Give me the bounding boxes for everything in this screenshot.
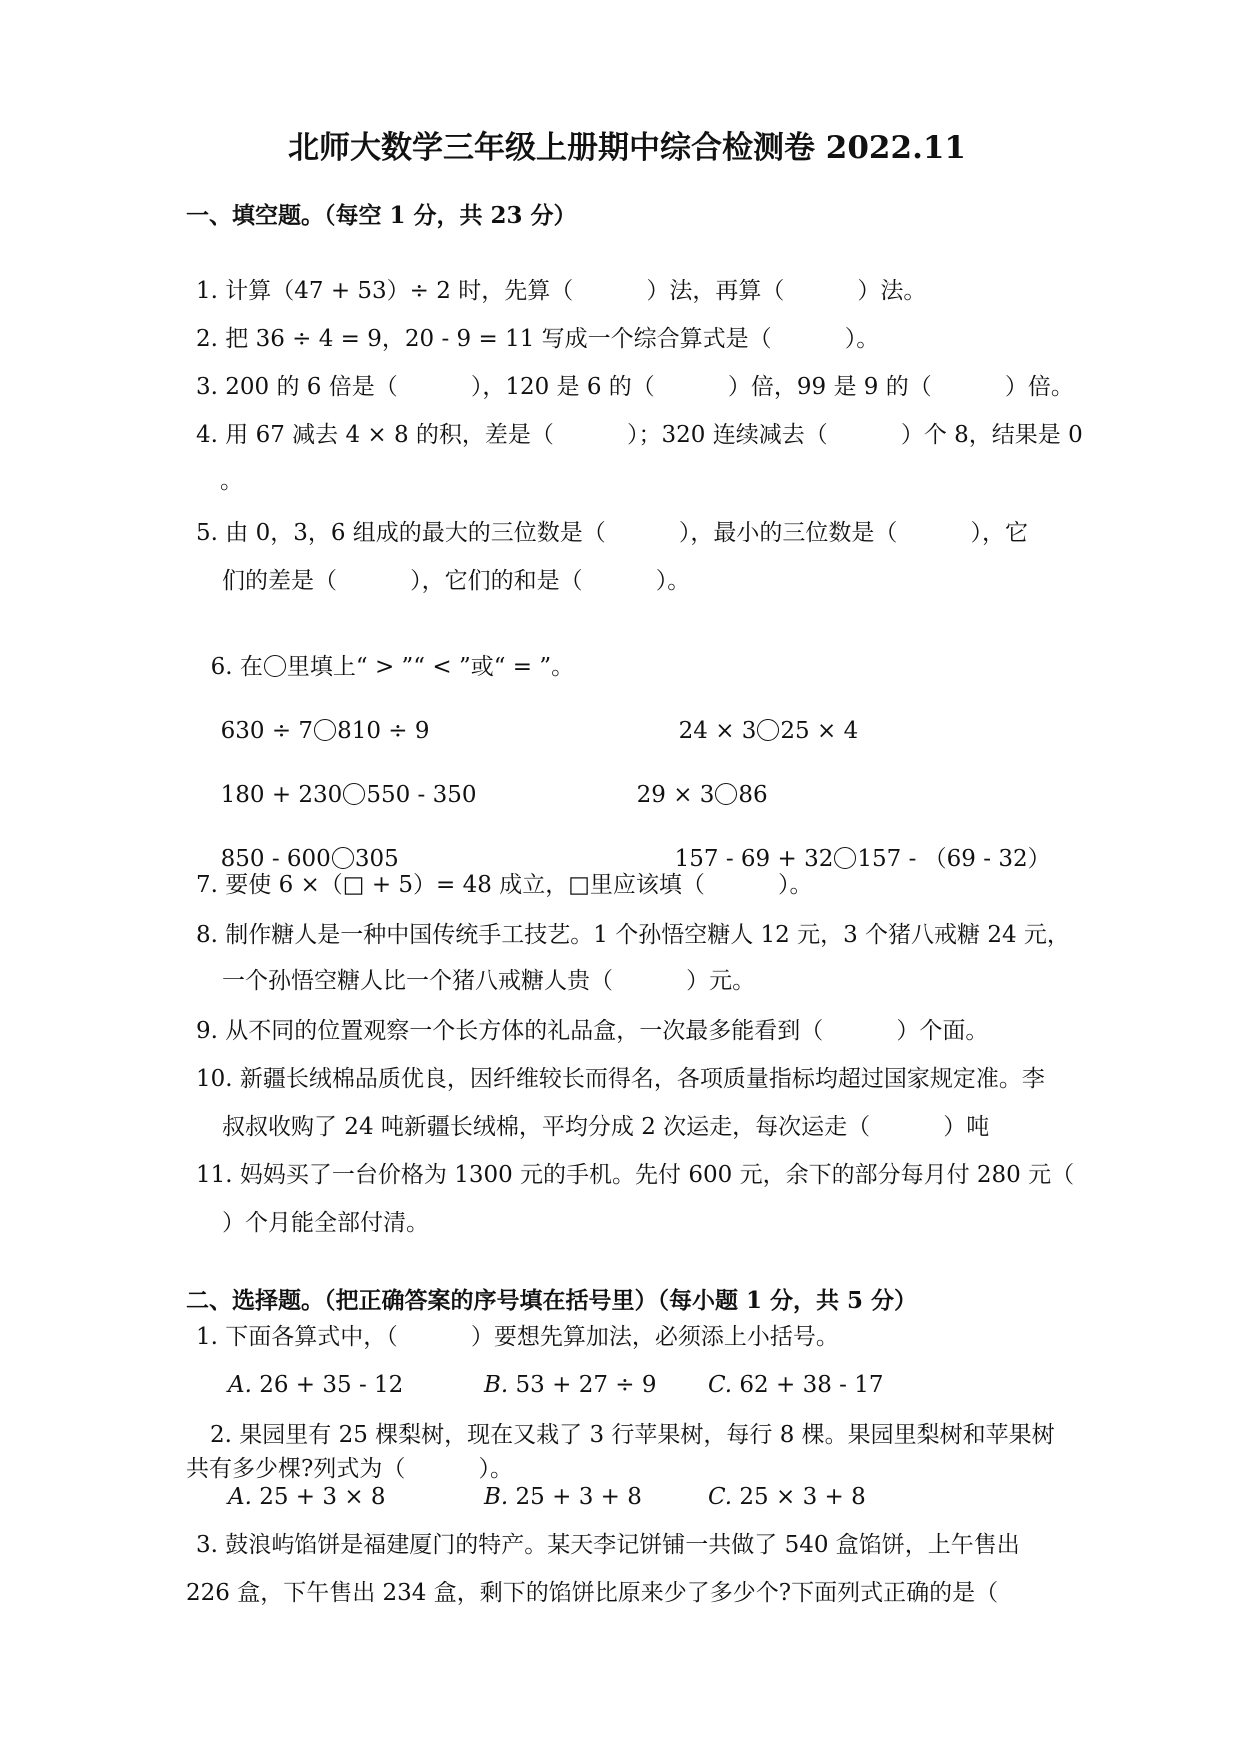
option-c [708, 1482, 866, 1512]
comparison-item [206, 686, 430, 746]
option-letter: A. [228, 1484, 252, 1510]
question-1-6 [196, 622, 574, 682]
question-1-11-line-2: ）个月能全部付清。 [222, 1210, 429, 1236]
comparison-right: 157 - （69 - 32） [857, 846, 1051, 872]
comparison-left: 157 - 69 + 32 [674, 846, 834, 872]
question-1-8-line-2: 一个孙悟空糖人比一个猪八戒糖人贵（ ）元。 [222, 968, 756, 994]
comparison-circle-icon [264, 655, 286, 677]
question-2-2-line-2: 共有多少棵?列式为（ ）。 [186, 1456, 513, 1482]
comparison-right: 810 ÷ 9 [337, 718, 430, 744]
comparison-item [664, 686, 858, 746]
comparison-circle-icon [332, 847, 354, 869]
option-c [708, 1370, 884, 1400]
question-1-8-line-1: 8. 制作糖人是一种中国传统手工技艺。1 个孙悟空糖人 12 元，3 个猪八戒糖 24 元， [196, 922, 1070, 948]
question-1-9: 9. 从不同的位置观察一个长方体的礼品盒，一次最多能看到（ ）个面。 [196, 1018, 989, 1044]
question-1-7: 7. 要使 6 ×（□ + 5）= 48 成立，□里应该填（ ）。 [196, 872, 813, 898]
comparison-right: 305 [354, 846, 399, 872]
comparison-right: 25 × 4 [780, 718, 859, 744]
question-2-1: 1. 下面各算式中，（ ）要想先算加法，必须添上小括号。 [196, 1324, 839, 1350]
option-letter: C. [708, 1484, 733, 1510]
comparison-circle-icon [314, 719, 336, 741]
question-1-4-line-1: 4. 用 67 减去 4 × 8 的积，差是（ ）；320 连续减去（ ）个 8，结果是 0 [196, 422, 1083, 448]
option-a [228, 1370, 403, 1400]
option-letter: B. [484, 1372, 509, 1398]
option-text: 25 + 3 + 8 [508, 1484, 642, 1510]
comparison-circle-icon [757, 719, 779, 741]
question-1-5-line-2: 们的差是（ ），它们的和是（ ）。 [222, 568, 691, 594]
comparison-circle-icon [343, 783, 365, 805]
comparison-left: 630 ÷ 7 [220, 718, 314, 744]
option-letter: B. [484, 1484, 509, 1510]
comparison-left: 180 + 230 [220, 782, 343, 808]
option-letter: C. [708, 1372, 733, 1398]
question-1-1: 1. 计算（47 + 53）÷ 2 时，先算（ ）法，再算（ ）法。 [196, 278, 927, 304]
question-1-6-prefix: 6. 在 [210, 654, 263, 680]
comparison-item [622, 750, 768, 810]
comparison-right: 86 [738, 782, 768, 808]
page-title: 北师大数学三年级上册期中综合检测卷 2022.11 [288, 130, 967, 166]
question-1-4-line-2: 。 [220, 468, 243, 494]
comparison-circle-icon [715, 783, 737, 805]
question-1-11-line-1: 11. 妈妈买了一台价格为 1300 元的手机。先付 600 元，余下的部分每月付 280 元（ [196, 1162, 1075, 1188]
option-text: 25 + 3 × 8 [251, 1484, 386, 1510]
option-text: 53 + 27 ÷ 9 [508, 1372, 657, 1398]
comparison-circle-icon [834, 847, 856, 869]
option-b [484, 1370, 656, 1400]
question-2-2-line-1: 2. 果园里有 25 棵梨树，现在又栽了 3 行苹果树，每行 8 棵。果园里梨树和苹果树 [210, 1422, 1055, 1448]
question-1-6-suffix: 里填上“ > ”“ < ”或“ = ”。 [286, 654, 575, 680]
option-letter: A. [228, 1372, 252, 1398]
comparison-item [206, 750, 477, 810]
option-text: 62 + 38 - 17 [732, 1372, 884, 1398]
question-1-2: 2. 把 36 ÷ 4 = 9，20 - 9 = 11 写成一个综合算式是（ ）。 [196, 326, 880, 352]
section-2-heading: 二、选择题。（把正确答案的序号填在括号里）（每小题 1 分，共 5 分） [186, 1287, 918, 1314]
question-1-10-line-2: 叔叔收购了 24 吨新疆长绒棉，平均分成 2 次运走，每次运走（ ）吨 [222, 1114, 990, 1140]
option-text: 25 × 3 + 8 [732, 1484, 866, 1510]
comparison-left: 24 × 3 [678, 718, 757, 744]
option-text: 26 + 35 - 12 [251, 1372, 404, 1398]
comparison-left: 29 × 3 [636, 782, 715, 808]
question-1-3: 3. 200 的 6 倍是（ ），120 是 6 的（ ）倍，99 是 9 的（ ）倍。 [196, 374, 1074, 400]
question-1-5-line-1: 5. 由 0，3，6 组成的最大的三位数是（ ），最小的三位数是（ ），它 [196, 520, 1028, 546]
question-2-3-line-2: 226 盒，下午售出 234 盒，剩下的馅饼比原来少了多少个?下面列式正确的是（ [186, 1580, 999, 1606]
comparison-item [660, 814, 1051, 874]
question-1-10-line-1: 10. 新疆长绒棉品质优良，因纤维较长而得名，各项质量指标均超过国家规定准。李 [196, 1066, 1045, 1092]
comparison-item [206, 814, 399, 874]
option-b [484, 1482, 642, 1512]
section-1-heading: 一、填空题。（每空 1 分，共 23 分） [186, 202, 577, 229]
comparison-right: 550 - 350 [366, 782, 477, 808]
question-2-3-line-1: 3. 鼓浪屿馅饼是福建厦门的特产。某天李记饼铺一共做了 540 盒馅饼，上午售出 [196, 1532, 1020, 1558]
option-a [228, 1482, 386, 1512]
comparison-left: 850 - 600 [220, 846, 331, 872]
